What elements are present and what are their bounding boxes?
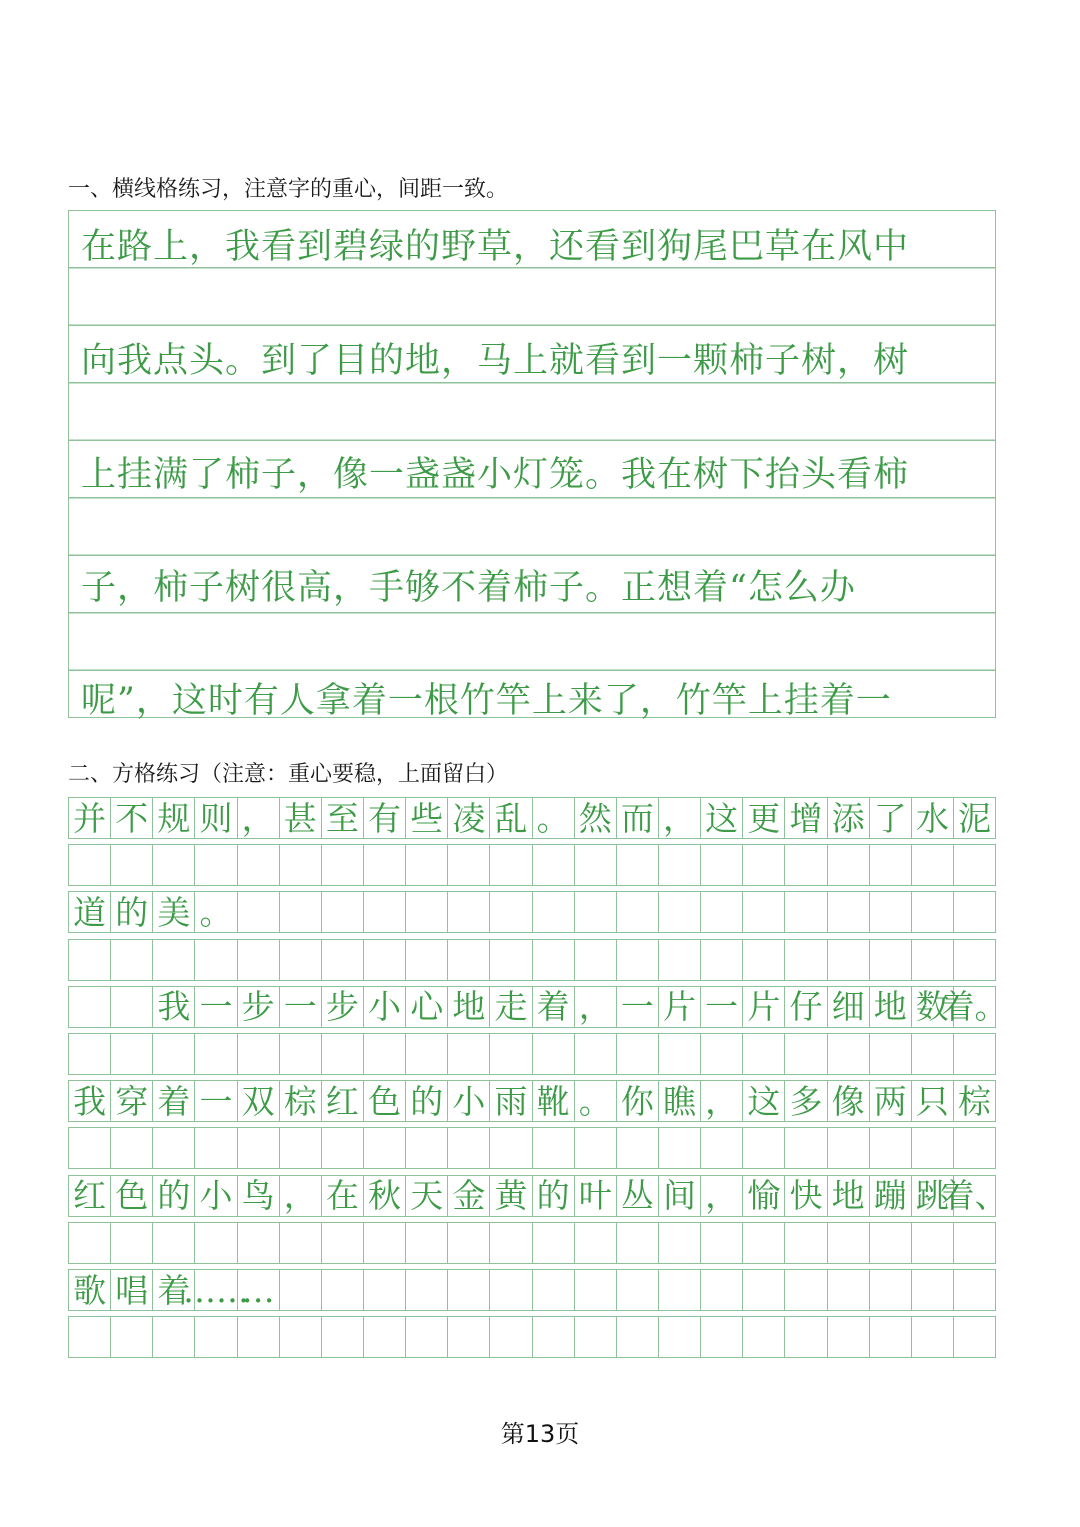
grid-cell	[490, 1270, 532, 1310]
grid-cell-empty	[870, 1034, 912, 1074]
grid-cell-empty	[490, 845, 532, 885]
grid-cell: 红	[322, 1081, 364, 1121]
grid-cell-empty	[912, 940, 954, 980]
grid-cell: 着、	[941, 1176, 1008, 1216]
grid-cell: 些	[406, 798, 448, 838]
grid-cell: 叶	[575, 1176, 617, 1216]
grid-cell-empty	[364, 845, 406, 885]
grid-cell-empty	[785, 1034, 827, 1074]
grid-cell: 心	[406, 987, 448, 1027]
grid-cell-empty	[448, 845, 490, 885]
grid-cell-empty	[533, 1223, 575, 1263]
grid-cell-empty	[870, 940, 912, 980]
grid-cell: 凌	[448, 798, 490, 838]
grid-cell	[575, 892, 617, 932]
grid-cell-empty	[280, 1128, 322, 1168]
grid-cell: 泥	[954, 798, 996, 838]
grid-cell	[280, 1270, 322, 1310]
grid-cell-empty	[533, 1317, 575, 1357]
grid-cell-empty	[912, 1034, 954, 1074]
grid-cell	[743, 1270, 785, 1310]
grid-cell-empty	[954, 1223, 996, 1263]
grid-cell-empty	[828, 1034, 870, 1074]
grid-cell: 在	[322, 1176, 364, 1216]
grid-cell: ，	[701, 1176, 743, 1216]
grid-cell: 棕	[954, 1081, 996, 1121]
grid-cell	[659, 892, 701, 932]
grid-cell-empty	[701, 1317, 743, 1357]
grid-text-row	[68, 797, 996, 839]
grid-cell: 规	[153, 798, 195, 838]
grid-cell: 间	[659, 1176, 701, 1216]
grid-cell: 一	[701, 987, 743, 1027]
grid-cell-empty	[659, 940, 701, 980]
grid-cell: 不	[111, 798, 153, 838]
grid-cell	[364, 1270, 406, 1310]
grid-cell: 鸟	[238, 1176, 280, 1216]
grid-cell-empty	[912, 845, 954, 885]
grid-cell: 水	[912, 798, 954, 838]
grid-cell-empty	[785, 940, 827, 980]
grid-cell: 走	[490, 987, 532, 1027]
grid-cell-empty	[828, 1317, 870, 1357]
grid-cell-empty	[69, 845, 111, 885]
grid-cell-empty	[111, 1317, 153, 1357]
grid-cell: 着	[153, 1270, 195, 1310]
grid-cell: 秋	[364, 1176, 406, 1216]
grid-cell-empty	[954, 1034, 996, 1074]
grid-cell: 红	[69, 1176, 111, 1216]
grid-cell-empty	[617, 1223, 659, 1263]
grid-cell	[575, 1270, 617, 1310]
grid-cell-empty	[490, 1128, 532, 1168]
grid-cell: 而	[617, 798, 659, 838]
grid-cell-empty	[701, 845, 743, 885]
grid-empty-row	[68, 1222, 996, 1264]
grid-cell-empty	[153, 1034, 195, 1074]
lined-text-line: 呢”，这时有人拿着一根竹竿上来了，竹竿上挂着一	[81, 681, 892, 721]
grid-cell-empty	[111, 845, 153, 885]
grid-cell: 地	[448, 987, 490, 1027]
grid-cell-empty	[743, 1317, 785, 1357]
grid-cell: ，	[575, 987, 617, 1027]
grid-cell: 仔	[785, 987, 827, 1027]
grid-cell-empty	[280, 1034, 322, 1074]
grid-cell: 两	[870, 1081, 912, 1121]
grid-cell-empty	[69, 940, 111, 980]
grid-cell	[743, 892, 785, 932]
grid-cell-empty	[575, 1223, 617, 1263]
grid-cell-empty	[533, 1034, 575, 1074]
grid-cell-empty	[575, 1128, 617, 1168]
grid-cell: 蹦	[870, 1176, 912, 1216]
grid-cell-empty	[785, 1128, 827, 1168]
grid-cell-empty	[364, 1034, 406, 1074]
grid-cell-empty	[954, 940, 996, 980]
grid-cell	[785, 1270, 827, 1310]
grid-cell-empty	[575, 1317, 617, 1357]
grid-cell-empty	[870, 1128, 912, 1168]
grid-cell: 了	[870, 798, 912, 838]
grid-cell-empty	[490, 1317, 532, 1357]
grid-cell-empty	[448, 940, 490, 980]
lined-practice-box	[68, 210, 996, 721]
grid-cell-empty	[238, 940, 280, 980]
grid-cell: 小	[195, 1176, 237, 1216]
grid-cell	[280, 892, 322, 932]
grid-cell-empty	[406, 940, 448, 980]
grid-practice-box	[68, 797, 1008, 1361]
grid-cell: 雨	[490, 1081, 532, 1121]
grid-cell-empty	[111, 1034, 153, 1074]
grid-cell-empty	[322, 1317, 364, 1357]
grid-cell: 更	[743, 798, 785, 838]
grid-cell: 片	[743, 987, 785, 1027]
grid-cell-empty	[785, 845, 827, 885]
grid-cell: 靴	[533, 1081, 575, 1121]
grid-cell-empty	[195, 1128, 237, 1168]
grid-cell-empty	[364, 1128, 406, 1168]
grid-cell-empty	[448, 1223, 490, 1263]
grid-cell: 步	[322, 987, 364, 1027]
grid-cell-empty	[448, 1128, 490, 1168]
grid-cell: 至	[322, 798, 364, 838]
grid-cell-empty	[322, 1223, 364, 1263]
grid-cell-empty	[406, 845, 448, 885]
grid-cell: 。	[575, 1081, 617, 1121]
grid-cell-empty	[238, 1128, 280, 1168]
grid-cell	[111, 987, 153, 1027]
grid-cell: 地	[870, 987, 912, 1027]
grid-cell: 然	[575, 798, 617, 838]
grid-text-row	[68, 1080, 996, 1122]
grid-empty-row	[68, 1127, 996, 1169]
grid-cell-empty	[743, 845, 785, 885]
grid-cell: 小	[364, 987, 406, 1027]
grid-cell-empty	[238, 1034, 280, 1074]
grid-cell: 多	[785, 1081, 827, 1121]
grid-cell-empty	[238, 1223, 280, 1263]
grid-cell-empty	[195, 940, 237, 980]
grid-cell: 金	[448, 1176, 490, 1216]
grid-cell: 只	[912, 1081, 954, 1121]
grid-cell: 甚	[280, 798, 322, 838]
grid-cell	[617, 1270, 659, 1310]
grid-cell-empty	[743, 940, 785, 980]
grid-cell-empty	[69, 1034, 111, 1074]
grid-cell-empty	[533, 1128, 575, 1168]
grid-cell: 的	[406, 1081, 448, 1121]
grid-cell: 步	[238, 987, 280, 1027]
grid-cell-empty	[153, 1317, 195, 1357]
grid-cell: 色	[111, 1176, 153, 1216]
grid-cell-empty	[701, 1128, 743, 1168]
grid-cell-empty	[575, 1034, 617, 1074]
grid-cell: 小	[448, 1081, 490, 1121]
grid-cell-empty	[406, 1317, 448, 1357]
grid-cell: 一	[195, 1081, 237, 1121]
grid-cell: 棕	[280, 1081, 322, 1121]
grid-cell: …	[238, 1270, 280, 1310]
grid-cell-empty	[153, 940, 195, 980]
grid-cell-empty	[406, 1034, 448, 1074]
grid-cell	[870, 892, 912, 932]
grid-cell-empty	[912, 1223, 954, 1263]
grid-cell-empty	[490, 940, 532, 980]
grid-cell-empty	[195, 1034, 237, 1074]
grid-cell-empty	[659, 1034, 701, 1074]
grid-cell: 。	[195, 892, 237, 932]
grid-cell: 着。	[941, 987, 1008, 1027]
grid-empty-row	[68, 844, 996, 886]
grid-empty-row	[68, 1033, 996, 1075]
grid-cell-empty	[954, 845, 996, 885]
grid-cell: 着	[153, 1081, 195, 1121]
grid-cell: 丛	[617, 1176, 659, 1216]
grid-cell-empty	[575, 940, 617, 980]
grid-cell	[785, 892, 827, 932]
grid-cell	[533, 892, 575, 932]
grid-cell	[828, 892, 870, 932]
grid-cell-empty	[406, 1128, 448, 1168]
grid-cell-empty	[364, 1317, 406, 1357]
grid-cell: 我	[153, 987, 195, 1027]
grid-cell: 双	[238, 1081, 280, 1121]
grid-cell: 一	[195, 987, 237, 1027]
grid-cell-empty	[828, 1128, 870, 1168]
grid-cell: 并	[69, 798, 111, 838]
grid-cell-empty	[659, 845, 701, 885]
grid-cell: 细	[828, 987, 870, 1027]
grid-cell: 则	[195, 798, 237, 838]
grid-cell-empty	[195, 1223, 237, 1263]
lined-text-line: 上挂满了柿子，像一盏盏小灯笼。我在树下抬头看柿	[81, 455, 910, 495]
grid-cell	[828, 1270, 870, 1310]
grid-cell: ，	[659, 798, 701, 838]
grid-cell: 地	[828, 1176, 870, 1216]
grid-cell-empty	[238, 845, 280, 885]
grid-cell-empty	[701, 1034, 743, 1074]
page-number: 第13页	[500, 1420, 580, 1448]
grid-cell: ……	[183, 1270, 250, 1310]
grid-cell-empty	[448, 1317, 490, 1357]
grid-cell-empty	[828, 940, 870, 980]
grid-cell: ，	[238, 798, 280, 838]
grid-cell: 着	[533, 987, 575, 1027]
grid-text-row	[68, 1175, 1008, 1217]
grid-cell-empty	[617, 845, 659, 885]
grid-cell-empty	[701, 1223, 743, 1263]
grid-cell-empty	[322, 1128, 364, 1168]
grid-cell-empty	[111, 1128, 153, 1168]
grid-empty-row	[68, 939, 996, 981]
grid-cell-empty	[785, 1223, 827, 1263]
grid-cell	[322, 1270, 364, 1310]
grid-cell: 天	[406, 1176, 448, 1216]
grid-cell-empty	[195, 1317, 237, 1357]
grid-cell-empty	[617, 940, 659, 980]
grid-cell	[617, 892, 659, 932]
grid-cell: 美	[153, 892, 195, 932]
grid-cell: 跳	[912, 1176, 954, 1216]
grid-cell-empty	[954, 1317, 996, 1357]
grid-cell: 一	[280, 987, 322, 1027]
grid-cell-empty	[490, 1034, 532, 1074]
grid-cell-empty	[490, 1223, 532, 1263]
grid-cell: 的	[111, 892, 153, 932]
grid-cell-empty	[364, 940, 406, 980]
grid-cell: 添	[828, 798, 870, 838]
grid-cell: 一	[617, 987, 659, 1027]
grid-cell	[490, 892, 532, 932]
lined-text-line: 在路上，我看到碧绿的野草，还看到狗尾巴草在风中	[81, 227, 910, 267]
grid-cell-empty	[701, 940, 743, 980]
grid-cell	[701, 1270, 743, 1310]
grid-cell-empty	[280, 845, 322, 885]
grid-cell: 的	[153, 1176, 195, 1216]
grid-cell	[659, 1270, 701, 1310]
grid-cell-empty	[322, 845, 364, 885]
grid-cell-empty	[870, 1223, 912, 1263]
grid-cell-empty	[912, 1128, 954, 1168]
grid-cell: ，	[701, 1081, 743, 1121]
grid-cell	[322, 892, 364, 932]
grid-cell-empty	[111, 940, 153, 980]
grid-cell	[912, 1270, 954, 1310]
grid-cell-empty	[406, 1223, 448, 1263]
grid-cell-empty	[280, 1223, 322, 1263]
grid-cell-empty	[870, 845, 912, 885]
lined-text-line: 子，柿子树很高，手够不着柿子。正想着“怎么办	[81, 568, 856, 608]
grid-cell-empty	[195, 845, 237, 885]
grid-cell-empty	[617, 1128, 659, 1168]
grid-cell-empty	[69, 1223, 111, 1263]
grid-cell-empty	[280, 940, 322, 980]
grid-cell: 快	[785, 1176, 827, 1216]
grid-cell: 有	[364, 798, 406, 838]
grid-cell	[448, 892, 490, 932]
grid-cell-empty	[575, 845, 617, 885]
grid-cell-empty	[828, 1223, 870, 1263]
grid-cell	[701, 892, 743, 932]
grid-cell-empty	[533, 845, 575, 885]
grid-cell: 我	[69, 1081, 111, 1121]
grid-cell-empty	[322, 940, 364, 980]
grid-cell: 瞧	[659, 1081, 701, 1121]
grid-cell-empty	[912, 1317, 954, 1357]
section-1-heading: 一、横线格练习，注意字的重心，间距一致。	[68, 177, 509, 202]
grid-cell-empty	[69, 1128, 111, 1168]
grid-cell: 你	[617, 1081, 659, 1121]
lined-text-line: 向我点头。到了目的地，马上就看到一颗柿子树，树	[81, 341, 910, 381]
grid-cell	[912, 892, 954, 932]
grid-cell: 的	[533, 1176, 575, 1216]
grid-cell	[69, 987, 111, 1027]
grid-cell: 这	[701, 798, 743, 838]
grid-cell	[954, 892, 996, 932]
grid-cell-empty	[111, 1223, 153, 1263]
grid-cell: 片	[659, 987, 701, 1027]
section-2-heading: 二、方格练习（注意：重心要稳，上面留白）	[68, 762, 509, 787]
grid-text-row	[68, 986, 1008, 1028]
grid-text-row	[68, 1269, 996, 1311]
grid-cell-empty	[954, 1128, 996, 1168]
grid-cell-empty	[659, 1128, 701, 1168]
grid-cell-empty	[153, 1223, 195, 1263]
grid-empty-row	[68, 1316, 996, 1358]
grid-text-row	[68, 891, 996, 933]
grid-cell: 穿	[111, 1081, 153, 1121]
grid-cell: 这	[743, 1081, 785, 1121]
grid-cell: 色	[364, 1081, 406, 1121]
grid-cell-empty	[659, 1223, 701, 1263]
grid-cell: 增	[785, 798, 827, 838]
grid-cell-empty	[785, 1317, 827, 1357]
grid-cell-empty	[533, 940, 575, 980]
grid-cell-empty	[743, 1034, 785, 1074]
grid-cell: 唱	[111, 1270, 153, 1310]
grid-cell-empty	[617, 1317, 659, 1357]
grid-cell: 愉	[743, 1176, 785, 1216]
grid-cell-empty	[153, 845, 195, 885]
grid-cell	[406, 1270, 448, 1310]
grid-cell-empty	[238, 1317, 280, 1357]
grid-cell: 乱	[490, 798, 532, 838]
grid-cell: 。	[533, 798, 575, 838]
grid-cell: 歌	[69, 1270, 111, 1310]
grid-cell: ，	[280, 1176, 322, 1216]
grid-cell-empty	[69, 1317, 111, 1357]
grid-cell-empty	[617, 1034, 659, 1074]
grid-cell-empty	[743, 1128, 785, 1168]
grid-cell	[448, 1270, 490, 1310]
grid-cell-empty	[322, 1034, 364, 1074]
grid-cell-empty	[828, 845, 870, 885]
grid-cell-empty	[448, 1034, 490, 1074]
grid-cell	[533, 1270, 575, 1310]
grid-cell	[954, 1270, 996, 1310]
grid-cell-empty	[280, 1317, 322, 1357]
grid-cell: 数	[912, 987, 954, 1027]
grid-cell: 像	[828, 1081, 870, 1121]
grid-cell-empty	[153, 1128, 195, 1168]
grid-cell: 道	[69, 892, 111, 932]
grid-cell	[238, 892, 280, 932]
grid-cell	[870, 1270, 912, 1310]
grid-cell-empty	[659, 1317, 701, 1357]
grid-cell	[406, 892, 448, 932]
grid-cell	[364, 892, 406, 932]
grid-cell-empty	[364, 1223, 406, 1263]
grid-cell-empty	[870, 1317, 912, 1357]
grid-cell: 黄	[490, 1176, 532, 1216]
grid-cell-empty	[743, 1223, 785, 1263]
